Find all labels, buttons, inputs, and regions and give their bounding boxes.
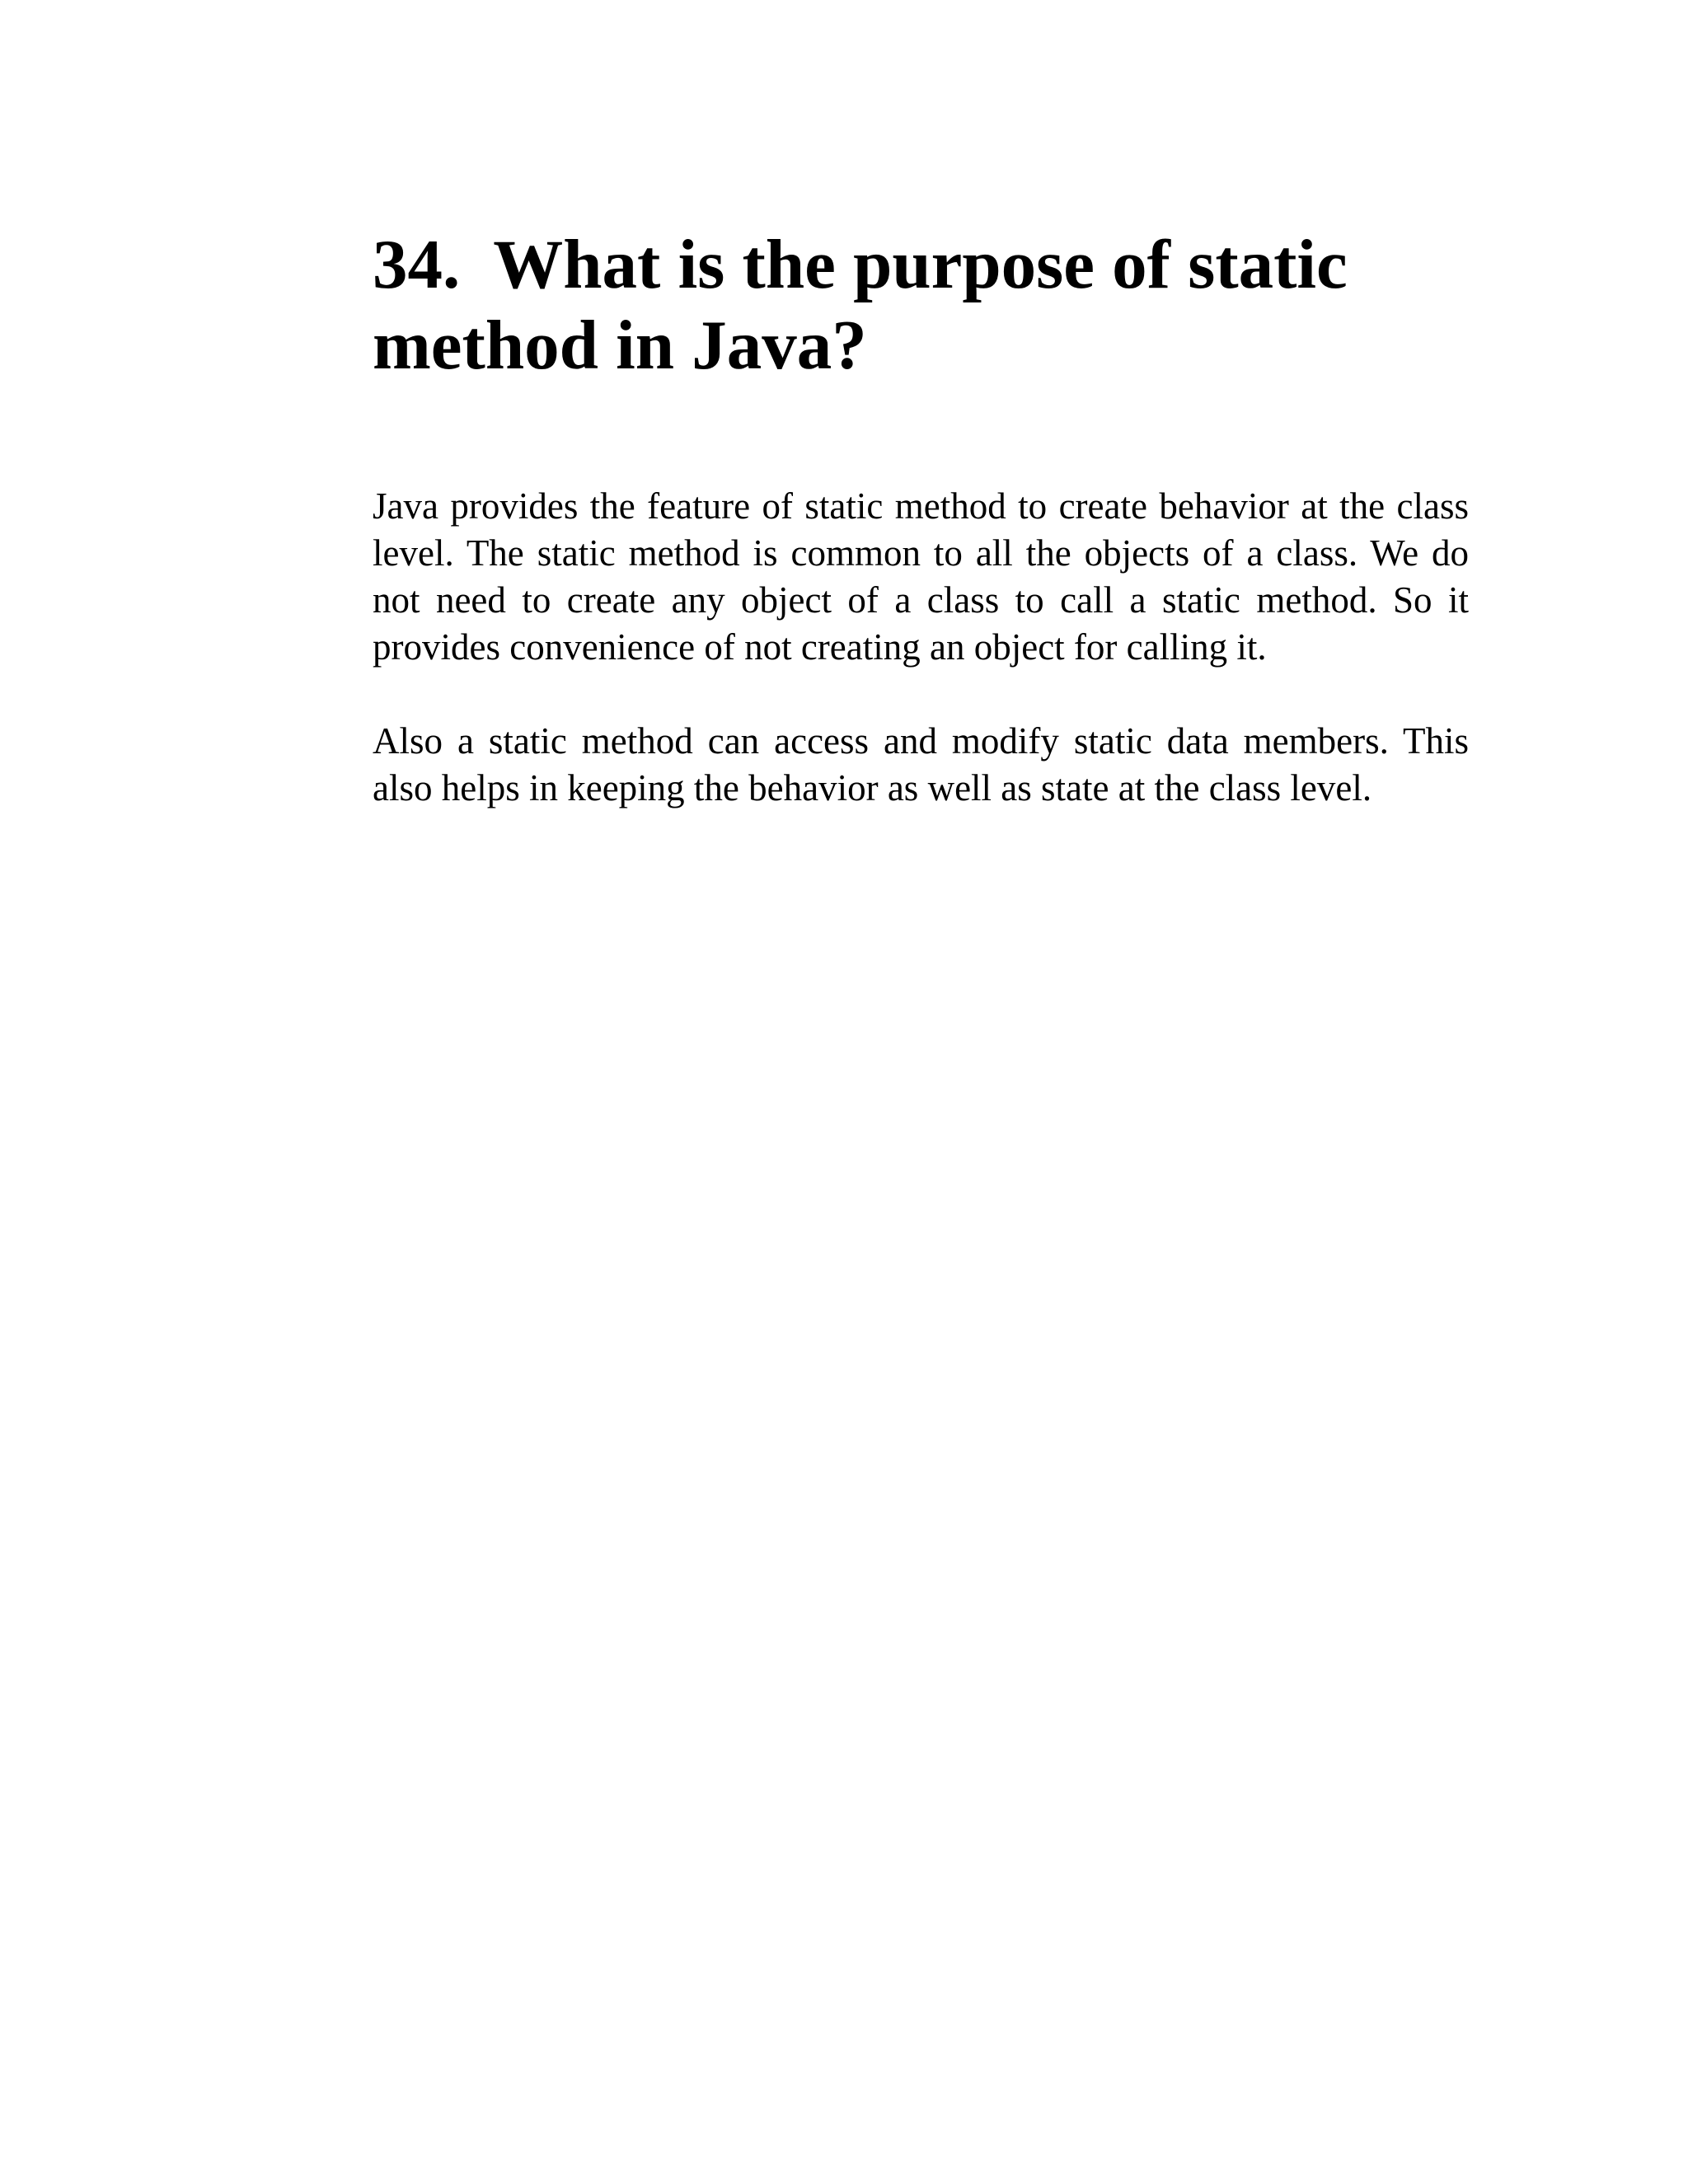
answer-paragraph-2: Also a static method can access and modify static data members. This also helps in keeping the behavior as well as state at the class level. [373,720,1469,808]
question-title: What is the purpose of static method in Java? [373,226,1348,384]
page-content [373,224,1469,812]
answer-paragraph-1: Java provides the feature of static method to create behavior at the class level. The static method is common to all the objects of a class. We do not need to create any object of a class to call a static method. So it provides convenience of not creating an object for calling it. [373,485,1469,668]
question-heading [373,224,1469,386]
question-number: 34. [373,226,461,303]
